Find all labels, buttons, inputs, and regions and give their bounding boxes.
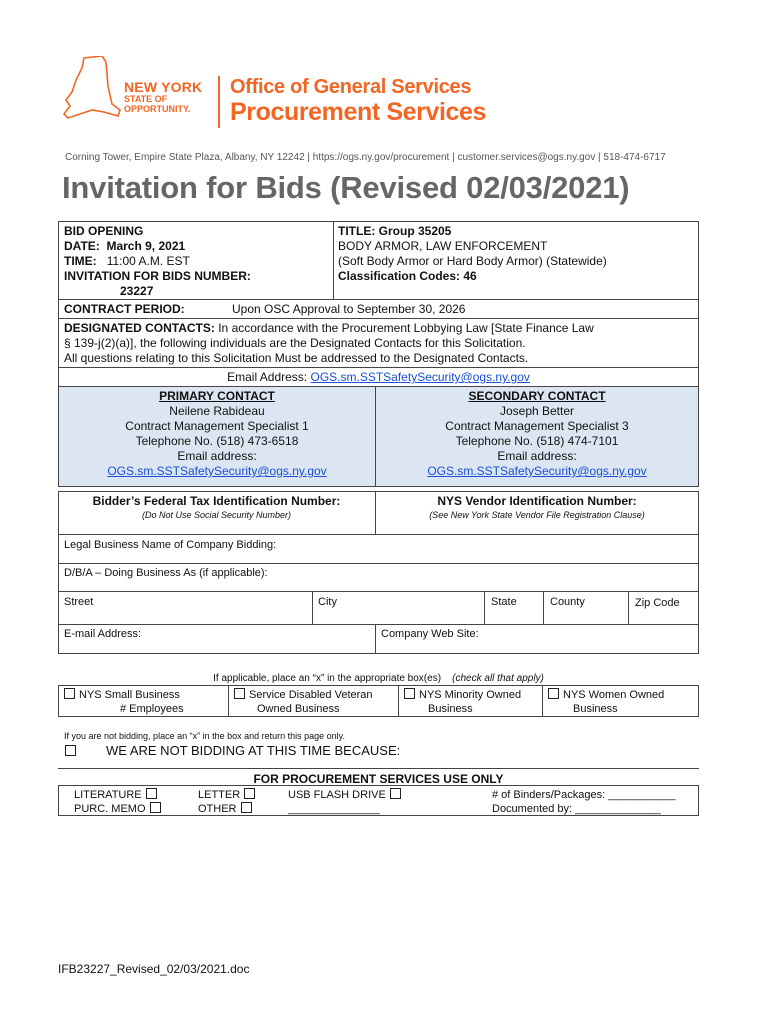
designated-contacts-text-2: § 139-j(2)(a)], the following individuals are the Designated Contacts for this Solicitation.: [64, 336, 526, 350]
contract-period-value: Upon OSC Approval to September 30, 2026: [232, 302, 466, 316]
tax-id-note: (Do Not Use Social Security Number): [141, 510, 292, 520]
bid-title-desc-1: BODY ARMOR, LAW ENFORCEMENT: [338, 239, 548, 253]
status-intro-note: (check all that apply): [452, 673, 544, 684]
logo-tagline-1: STATE OF: [124, 94, 168, 104]
logo-divider: [218, 76, 220, 128]
purc-memo-checkbox[interactable]: [150, 802, 161, 813]
county-field[interactable]: County: [550, 596, 585, 608]
other-label: OTHER: [198, 803, 237, 815]
page-title: Invitation for Bids (Revised 02/03/2021): [62, 170, 630, 205]
letter-label: LETTER: [198, 789, 241, 801]
sdvob-checkbox[interactable]: [234, 688, 245, 699]
legal-business-name-field[interactable]: Legal Business Name of Company Bidding:: [64, 539, 277, 551]
bid-title-desc-2: (Soft Body Armor or Hard Body Armor) (Statewide): [338, 254, 607, 268]
primary-contact-phone: Telephone No. (518) 473-6518: [135, 434, 299, 448]
date-label: DATE:: [64, 239, 100, 253]
office-use-heading: FOR PROCUREMENT SERVICES USE ONLY: [253, 772, 504, 786]
primary-contact-name: Neilene Rabideau: [169, 404, 265, 418]
secondary-contact-phone: Telephone No. (518) 474-7101: [455, 434, 619, 448]
email-label: Email Address:: [227, 370, 308, 384]
mbe-label: NYS Minority Owned: [419, 689, 522, 701]
employees-label: # Employees: [120, 703, 184, 715]
not-bidding-statement: WE ARE NOT BIDDING AT THIS TIME BECAUSE:: [106, 743, 401, 758]
primary-contact-heading: PRIMARY CONTACT: [159, 389, 275, 403]
date-value: March 9, 2021: [106, 239, 186, 253]
logo-wordmark: [124, 80, 202, 114]
wbe-checkbox[interactable]: [548, 688, 559, 699]
bid-title: TITLE: Group 35205: [338, 224, 452, 238]
purc-memo-label: PURC. MEMO: [74, 803, 146, 815]
not-bidding-instruction: If you are not bidding, place an “x” in the box and return this page only.: [64, 731, 346, 741]
wbe-label: NYS Women Owned: [563, 689, 665, 701]
documented-by-field[interactable]: Documented by: ______________: [492, 803, 661, 815]
primary-contact-email-link[interactable]: OGS.sm.SSTSafetySecurity@ogs.ny.gov: [107, 464, 327, 478]
zip-code-field[interactable]: Zip Code: [635, 597, 680, 609]
designated-contacts-text-3: All questions relating to this Solicitation Must be addressed to the Designated Contacts.: [64, 351, 529, 365]
designated-contacts-text-1: In accordance with the Procurement Lobbying Law [State Finance Law: [214, 321, 594, 335]
time-label: TIME:: [64, 254, 97, 268]
company-website-field[interactable]: Company Web Site:: [381, 628, 479, 640]
binders-field[interactable]: # of Binders/Packages: ___________: [492, 789, 676, 801]
usb-label: USB FLASH DRIVE: [288, 789, 386, 801]
division-name: Procurement Services: [230, 98, 487, 126]
usb-checkbox[interactable]: [390, 788, 401, 799]
ifb-number-label: INVITATION FOR BIDS NUMBER:: [64, 269, 251, 283]
literature-label: LITERATURE: [74, 789, 142, 801]
new-york-state-logo-icon: [62, 56, 122, 136]
secondary-contact-heading: SECONDARY CONTACT: [468, 389, 606, 403]
classification-codes: Classification Codes: 46: [338, 269, 477, 283]
secondary-contact-email-link[interactable]: OGS.sm.SSTSafetySecurity@ogs.ny.gov: [427, 464, 647, 478]
sdvob-label-2: Owned Business: [257, 703, 340, 715]
designated-contacts-label: DESIGNATED CONTACTS:: [64, 321, 215, 335]
small-business-label: NYS Small Business: [79, 689, 180, 701]
small-business-checkbox[interactable]: [64, 688, 75, 699]
secondary-contact-name: Joseph Better: [499, 404, 575, 418]
logo-tagline-2: OPPORTUNITY.: [124, 104, 191, 114]
tax-id-label: Bidder’s Federal Tax Identification Number:: [92, 494, 341, 508]
bid-opening-label: BID OPENING: [64, 224, 144, 238]
org-name: Office of General Services: [230, 76, 472, 98]
usb-blank-line: _______________: [288, 803, 380, 815]
secondary-contact-email-label: Email address:: [497, 449, 577, 463]
sdvob-label: Service Disabled Veteran: [249, 689, 373, 701]
status-intro: If applicable, place an “x” in the appropriate box(es): [213, 673, 442, 684]
secondary-contact-role: Contract Management Specialist 3: [445, 419, 629, 433]
vendor-id-label: NYS Vendor Identification Number:: [437, 494, 637, 508]
footer-filename: IFB23227_Revised_02/03/2021.doc: [58, 962, 250, 976]
logo-state-name: NEW YORK: [124, 79, 203, 95]
time-value: 11:00 A.M. EST: [106, 254, 190, 268]
mbe-checkbox[interactable]: [404, 688, 415, 699]
contract-period-label: CONTRACT PERIOD:: [64, 302, 185, 316]
state-field[interactable]: State: [491, 596, 517, 608]
email-link[interactable]: OGS.sm.SSTSafetySecurity@ogs.ny.gov: [310, 370, 530, 384]
ifb-number-value: 23227: [120, 284, 154, 298]
wbe-label-2: Business: [573, 703, 618, 715]
primary-contact-role: Contract Management Specialist 1: [125, 419, 309, 433]
street-field[interactable]: Street: [64, 596, 94, 608]
city-field[interactable]: City: [318, 596, 337, 608]
primary-contact-email-label: Email address:: [177, 449, 257, 463]
email-address-field[interactable]: E-mail Address:: [64, 628, 142, 640]
letter-checkbox[interactable]: [244, 788, 255, 799]
dba-field[interactable]: D/B/A – Doing Business As (if applicable):: [64, 567, 268, 579]
contact-address-line: Corning Tower, Empire State Plaza, Albany, NY 12242 | https://ogs.ny.gov/procurement | customer.services@ogs.ny.gov | 518-474-6717: [65, 152, 666, 163]
not-bidding-checkbox[interactable]: [65, 745, 76, 756]
literature-checkbox[interactable]: [146, 788, 157, 799]
mbe-label-2: Business: [428, 703, 473, 715]
vendor-id-note: (See New York State Vendor File Registration Clause): [429, 510, 645, 520]
other-checkbox[interactable]: [241, 802, 252, 813]
